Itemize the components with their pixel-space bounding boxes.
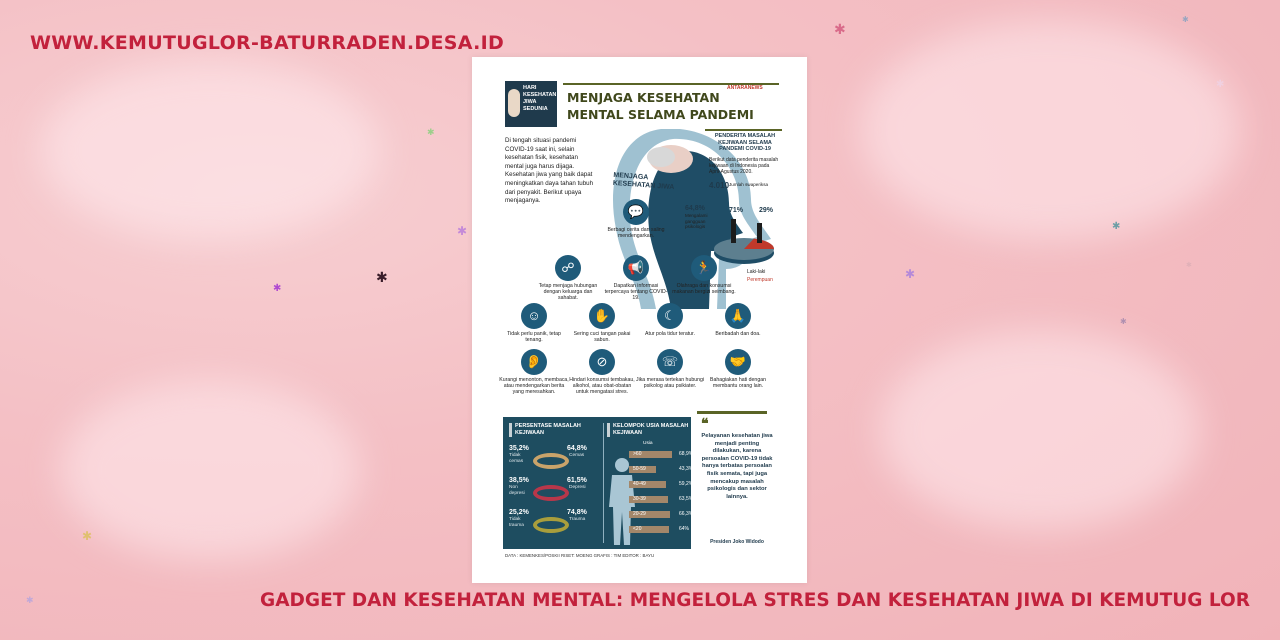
pct-label: Tidak cemas — [509, 453, 524, 464]
star-decoration-icon: ✱ — [834, 21, 846, 37]
age-value: 63,5% — [679, 496, 694, 502]
tip-item — [669, 255, 739, 295]
quote-author: Presiden Joko Widodo — [710, 539, 764, 545]
event-badge-text: HARI KESEHATAN JIWA SEDUNIA — [523, 85, 557, 112]
infographic-content — [497, 79, 782, 561]
age-label: 50-59 — [633, 466, 646, 472]
tip-text: Hindari konsumsi tembakau, alkohol, atau obat-obatan untuk mengatasi stres. — [569, 377, 635, 395]
ring-chart — [533, 517, 569, 533]
pct-label: Non depresi — [509, 485, 525, 496]
statistics-panel — [503, 417, 694, 549]
tip-item — [533, 255, 603, 301]
star-decoration-icon: ✱ — [1112, 221, 1121, 232]
pct-label: Cemas — [569, 453, 585, 458]
tip-item — [703, 303, 773, 337]
panel-divider — [603, 423, 604, 543]
quote-text: Pelayanan kesehatan jiwa menjadi penting dilakukan, karena persoalan COVID-19 tidak hanya terbatas persoalan fisik semata, tapi juga mencakup masalah psikologis dan sektor lainnya. — [701, 433, 773, 500]
age-label: <20 — [633, 526, 642, 532]
tip-text: Sering cuci tangan pakai sabun. — [573, 331, 631, 343]
background-cloud — [40, 60, 380, 240]
tip-text: Atur pola tidur teratur. — [645, 331, 695, 337]
age-label: 30-39 — [633, 496, 646, 502]
star-decoration-icon: ✱ — [273, 283, 282, 294]
age-value: 68,9% — [679, 451, 694, 457]
event-badge — [505, 81, 557, 127]
source-logo: ANTARANEWS — [727, 85, 763, 91]
hand-wash-icon: ✋ — [589, 303, 615, 329]
star-decoration-icon: ✱ — [82, 529, 93, 543]
ring-chart — [533, 485, 569, 501]
pct-value: 25,2% — [509, 509, 529, 516]
tip-text: Olahraga dan konsumsi makanan bergizi seimbang. — [672, 283, 736, 295]
no-drugs-icon: ⊘ — [589, 349, 615, 375]
tip-item — [499, 303, 569, 343]
background-cloud — [60, 380, 360, 560]
tip-text: Tidak perlu panik, tetap tenang. — [507, 331, 561, 343]
tip-text: Jika merasa tertekan hubungi psikolog atau psikiater. — [635, 377, 705, 389]
quote-box — [697, 411, 779, 551]
pct-label: Trauma — [569, 517, 586, 522]
panel-marker — [607, 423, 610, 437]
star-decoration-icon: ✱ — [1216, 79, 1225, 90]
pct-label: Tidak trauma — [509, 517, 524, 528]
center-title-line1: MENJAGA — [613, 171, 649, 182]
poster-title — [567, 89, 754, 123]
tip-item — [567, 349, 637, 395]
age-label: 40-49 — [633, 481, 646, 487]
pct-value: 61,5% — [567, 477, 587, 484]
intro-paragraph: Di tengah situasi pandemi COVID-19 saat ini, selain kesehatan fisik, kesehatan mental juga harus dijaga. Kesehatan jiwa yang baik dapat meningkatkan daya tahan tubuh dari penyakit. Berikut upaya menjaganya. — [505, 137, 594, 205]
pct-value: 74,8% — [567, 509, 587, 516]
people-network-icon: ☍ — [555, 255, 581, 281]
tip-text: Dapatkan informasi terpercaya tentang COVID-19. — [604, 283, 668, 301]
tip-text: Tetap menjaga hubungan dengan keluarga dan sahabat. — [538, 283, 598, 301]
credits-line: DATA : KEMENKES/POSKII RISET: MOENG GRAFIS : TIM EDITOR : BAYU — [505, 553, 655, 558]
age-panel-title: KELOMPOK USIA MASALAH KEJIWAAN — [613, 423, 689, 436]
age-label: >60 — [633, 451, 642, 457]
ear-icon: 👂 — [521, 349, 547, 375]
tip-item — [635, 303, 705, 337]
star-decoration-icon: ✱ — [427, 127, 435, 137]
star-decoration-icon: ✱ — [1186, 262, 1192, 269]
age-value: 66,3% — [679, 511, 694, 517]
tip-text: Bahagiakan hati dengan membantu orang lain. — [710, 377, 766, 389]
head-silhouette-icon — [508, 89, 520, 117]
ring-chart — [533, 453, 569, 469]
survey-count: 4.010 — [709, 181, 730, 190]
star-decoration-icon: ✱ — [1182, 15, 1189, 24]
star-decoration-icon: ✱ — [1120, 317, 1127, 326]
psych-disorder-pct: 64,8% — [685, 205, 705, 212]
praying-hands-icon: 🙏 — [725, 303, 751, 329]
tip-item — [703, 349, 773, 389]
quote-rule-top — [697, 411, 767, 414]
panel-marker — [509, 423, 512, 437]
background-cloud — [880, 330, 1200, 530]
quote-open-icon: ❝ — [701, 415, 709, 431]
percentage-panel-title: PERSENTASE MASALAH KEJIWAAN — [515, 423, 581, 436]
calm-person-icon: ☺ — [521, 303, 547, 329]
runner-icon: 🏃 — [691, 255, 717, 281]
male-pct: 71% — [729, 207, 744, 214]
age-value: 43,3% — [679, 466, 694, 472]
sidebar-title: PENDERITA MASALAH KEJIWAAN SELAMA PANDEMI COVID-19 — [714, 133, 776, 152]
counselor-icon: ☏ — [657, 349, 683, 375]
pct-label: Depresi — [569, 485, 586, 490]
sidebar-rule — [705, 129, 782, 131]
tip-item — [635, 349, 705, 389]
poster-title-line2: MENTAL SELAMA PANDEMI — [567, 107, 754, 122]
pct-value: 38,5% — [509, 477, 529, 484]
infographic-poster — [472, 57, 807, 583]
megaphone-icon: 📢 — [623, 255, 649, 281]
pct-value: 35,2% — [509, 445, 529, 452]
survey-count-label: Jumlah swaperiksa — [729, 182, 769, 187]
background-cloud — [860, 20, 1240, 240]
tip-item — [567, 303, 637, 343]
center-title-line2: KESEHATAN JIWA — [612, 179, 675, 192]
tip-item — [499, 349, 569, 395]
age-value: 59,2% — [679, 481, 694, 487]
star-decoration-icon: ✱ — [376, 269, 388, 285]
age-value: 64% — [679, 526, 690, 532]
age-label: 20-29 — [633, 511, 646, 517]
star-decoration-icon: ✱ — [905, 267, 916, 281]
page-title: GADGET DAN KESEHATAN MENTAL: MENGELOLA STRES DAN KESEHATAN JIWA DI KEMUTUG LOR — [260, 590, 1250, 611]
age-column-label: Usia — [643, 441, 653, 446]
tip-text: Berbagi cerita dan saling mendengarkan. — [607, 227, 665, 239]
female-pct: 29% — [759, 207, 774, 214]
helping-hand-icon: 🤝 — [725, 349, 751, 375]
star-decoration-icon: ✱ — [26, 595, 34, 605]
tip-text: Kurangi menonton, membaca, atau mendengarkan berita yang meresahkan. — [499, 377, 569, 395]
pct-value: 64,8% — [567, 445, 587, 452]
chat-bubble-icon: 💬 — [623, 199, 649, 225]
tip-item — [601, 199, 671, 239]
tip-text: Beribadah dan doa. — [715, 331, 761, 337]
sidebar-text: Berikut data penderita masalah kejiwaan di Indonesia pada April-Agustus 2020. — [709, 157, 779, 175]
bed-icon: ☾ — [657, 303, 683, 329]
star-decoration-icon: ✱ — [457, 224, 468, 238]
tip-item — [601, 255, 671, 301]
site-url[interactable]: WWW.KEMUTUGLOR-BATURRADEN.DESA.ID — [30, 32, 505, 54]
legend-male: Laki-laki — [747, 269, 766, 275]
legend-female: Perempuan — [747, 277, 773, 283]
psych-disorder-note: Mengalami gangguan psikologis — [685, 213, 708, 229]
poster-title-line1: MENJAGA KESEHATAN — [567, 90, 720, 105]
